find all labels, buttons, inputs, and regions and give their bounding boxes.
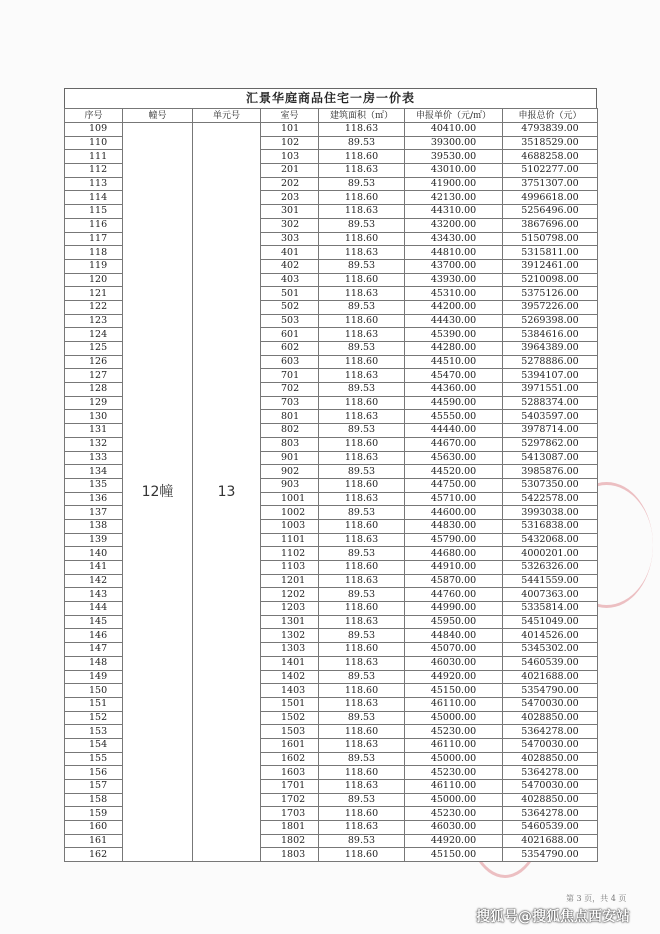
cell-total-price: 5470030.00: [503, 697, 598, 711]
cell-unit-price: 45550.00: [405, 410, 503, 424]
cell-unit-price: 44840.00: [405, 629, 503, 643]
cell-total-price: 5441559.00: [503, 574, 598, 588]
cell-seq: 145: [65, 615, 123, 629]
cell-room: 1701: [261, 780, 319, 794]
cell-seq: 152: [65, 711, 123, 725]
cell-total-price: 5460539.00: [503, 656, 598, 670]
cell-room: 1103: [261, 561, 319, 575]
cell-room: 1401: [261, 656, 319, 670]
cell-seq: 159: [65, 807, 123, 821]
cell-area: 118.60: [319, 602, 405, 616]
cell-seq: 156: [65, 766, 123, 780]
cell-total-price: 5422578.00: [503, 492, 598, 506]
cell-area: 89.53: [319, 547, 405, 561]
cell-seq: 122: [65, 300, 123, 314]
cell-area: 118.63: [319, 492, 405, 506]
cell-unit-price: 44680.00: [405, 547, 503, 561]
cell-room: 1601: [261, 738, 319, 752]
cell-area: 89.53: [319, 588, 405, 602]
cell-unit-price: 44750.00: [405, 478, 503, 492]
cell-seq: 113: [65, 177, 123, 191]
cell-seq: 138: [65, 519, 123, 533]
cell-room: 1102: [261, 547, 319, 561]
cell-unit-price: 45150.00: [405, 684, 503, 698]
cell-room: 1502: [261, 711, 319, 725]
cell-seq: 118: [65, 246, 123, 260]
cell-unit-price: 44310.00: [405, 205, 503, 219]
cell-total-price: 3957226.00: [503, 300, 598, 314]
cell-total-price: 3518529.00: [503, 136, 598, 150]
cell-area: 89.53: [319, 465, 405, 479]
cell-total-price: 5470030.00: [503, 780, 598, 794]
cell-unit-price: 46030.00: [405, 821, 503, 835]
cell-unit-price: 45000.00: [405, 711, 503, 725]
cell-total-price: 5413087.00: [503, 451, 598, 465]
cell-total-price: 4793839.00: [503, 123, 598, 137]
price-table: [64, 108, 598, 862]
cell-total-price: 5278886.00: [503, 355, 598, 369]
cell-area: 118.60: [319, 191, 405, 205]
cell-seq: 137: [65, 506, 123, 520]
cell-area: 89.53: [319, 506, 405, 520]
header-unit: 单元号: [193, 109, 261, 123]
cell-unit-price: 45390.00: [405, 328, 503, 342]
cell-area: 118.63: [319, 410, 405, 424]
cell-room: 201: [261, 164, 319, 178]
cell-room: 903: [261, 478, 319, 492]
cell-seq: 147: [65, 643, 123, 657]
cell-unit-price: 40410.00: [405, 123, 503, 137]
cell-unit-price: 45230.00: [405, 766, 503, 780]
cell-room: 701: [261, 369, 319, 383]
cell-total-price: 5269398.00: [503, 314, 598, 328]
cell-unit-price: 44590.00: [405, 396, 503, 410]
cell-room: 1702: [261, 793, 319, 807]
header-unit-price: 申报单价（元/㎡）: [405, 109, 503, 123]
cell-unit: 13: [193, 123, 261, 862]
cell-room: 1503: [261, 725, 319, 739]
cell-area: 118.63: [319, 821, 405, 835]
header-area: 建筑面积（㎡）: [319, 109, 405, 123]
cell-unit-price: 44430.00: [405, 314, 503, 328]
cell-room: 1003: [261, 519, 319, 533]
cell-total-price: 4000201.00: [503, 547, 598, 561]
cell-area: 118.63: [319, 780, 405, 794]
cell-area: 118.60: [319, 437, 405, 451]
page-number: 第 3 页，共 4 页: [566, 894, 627, 903]
cell-unit-price: 46030.00: [405, 656, 503, 670]
cell-area: 89.53: [319, 136, 405, 150]
cell-seq: 111: [65, 150, 123, 164]
cell-unit-price: 44440.00: [405, 424, 503, 438]
cell-total-price: 5335814.00: [503, 602, 598, 616]
cell-seq: 112: [65, 164, 123, 178]
cell-seq: 129: [65, 396, 123, 410]
cell-seq: 121: [65, 287, 123, 301]
header-building: 幢号: [123, 109, 193, 123]
cell-room: 403: [261, 273, 319, 287]
cell-seq: 154: [65, 738, 123, 752]
cell-room: 1301: [261, 615, 319, 629]
cell-seq: 124: [65, 328, 123, 342]
cell-area: 89.53: [319, 177, 405, 191]
cell-unit-price: 44920.00: [405, 834, 503, 848]
price-table-document: [64, 88, 597, 862]
cell-seq: 132: [65, 437, 123, 451]
cell-unit-price: 41900.00: [405, 177, 503, 191]
cell-room: 1402: [261, 670, 319, 684]
cell-seq: 160: [65, 821, 123, 835]
cell-seq: 151: [65, 697, 123, 711]
cell-seq: 126: [65, 355, 123, 369]
cell-seq: 128: [65, 383, 123, 397]
cell-room: 1302: [261, 629, 319, 643]
cell-area: 118.63: [319, 615, 405, 629]
cell-area: 118.63: [319, 164, 405, 178]
cell-room: 301: [261, 205, 319, 219]
cell-unit-price: 44760.00: [405, 588, 503, 602]
cell-unit-price: 45630.00: [405, 451, 503, 465]
cell-unit-price: 44920.00: [405, 670, 503, 684]
cell-seq: 123: [65, 314, 123, 328]
cell-area: 118.63: [319, 328, 405, 342]
cell-seq: 134: [65, 465, 123, 479]
cell-area: 118.63: [319, 246, 405, 260]
cell-total-price: 5210098.00: [503, 273, 598, 287]
cell-room: 502: [261, 300, 319, 314]
cell-area: 118.63: [319, 533, 405, 547]
cell-seq: 110: [65, 136, 123, 150]
cell-unit-price: 44510.00: [405, 355, 503, 369]
cell-seq: 150: [65, 684, 123, 698]
cell-room: 103: [261, 150, 319, 164]
cell-total-price: 5354790.00: [503, 848, 598, 862]
cell-total-price: 5403597.00: [503, 410, 598, 424]
cell-seq: 148: [65, 656, 123, 670]
cell-total-price: 4996618.00: [503, 191, 598, 205]
cell-room: 902: [261, 465, 319, 479]
cell-total-price: 5102277.00: [503, 164, 598, 178]
cell-unit-price: 43700.00: [405, 259, 503, 273]
cell-room: 702: [261, 383, 319, 397]
header-seq: 序号: [65, 109, 123, 123]
cell-total-price: 5394107.00: [503, 369, 598, 383]
cell-area: 118.60: [319, 848, 405, 862]
cell-total-price: 5384616.00: [503, 328, 598, 342]
cell-unit-price: 45000.00: [405, 752, 503, 766]
cell-room: 1603: [261, 766, 319, 780]
cell-area: 118.63: [319, 123, 405, 137]
watermark: 搜狐号@搜狐焦点西安站: [476, 909, 630, 925]
cell-unit-price: 44600.00: [405, 506, 503, 520]
cell-area: 89.53: [319, 752, 405, 766]
cell-seq: 140: [65, 547, 123, 561]
cell-total-price: 5432068.00: [503, 533, 598, 547]
cell-seq: 109: [65, 123, 123, 137]
cell-total-price: 4028850.00: [503, 711, 598, 725]
cell-room: 1801: [261, 821, 319, 835]
cell-room: 602: [261, 342, 319, 356]
cell-unit-price: 45000.00: [405, 793, 503, 807]
cell-room: 1501: [261, 697, 319, 711]
cell-seq: 127: [65, 369, 123, 383]
cell-room: 1203: [261, 602, 319, 616]
cell-unit-price: 44670.00: [405, 437, 503, 451]
cell-room: 101: [261, 123, 319, 137]
cell-area: 118.63: [319, 287, 405, 301]
cell-total-price: 5364278.00: [503, 725, 598, 739]
cell-total-price: 5364278.00: [503, 766, 598, 780]
cell-area: 118.60: [319, 643, 405, 657]
header-total-price: 申报总价（元）: [503, 109, 598, 123]
table-body: [65, 123, 598, 862]
cell-room: 1703: [261, 807, 319, 821]
cell-total-price: 3993038.00: [503, 506, 598, 520]
cell-unit-price: 44810.00: [405, 246, 503, 260]
cell-total-price: 4021688.00: [503, 670, 598, 684]
cell-total-price: 4688258.00: [503, 150, 598, 164]
cell-seq: 119: [65, 259, 123, 273]
cell-total-price: 5326326.00: [503, 561, 598, 575]
cell-unit-price: 45150.00: [405, 848, 503, 862]
cell-unit-price: 46110.00: [405, 780, 503, 794]
cell-total-price: 4021688.00: [503, 834, 598, 848]
cell-area: 89.53: [319, 711, 405, 725]
table-title: 汇景华庭商品住宅一房一价表: [64, 88, 597, 108]
cell-area: 89.53: [319, 424, 405, 438]
cell-area: 89.53: [319, 629, 405, 643]
cell-seq: 131: [65, 424, 123, 438]
cell-room: 603: [261, 355, 319, 369]
cell-total-price: 5316838.00: [503, 519, 598, 533]
cell-unit-price: 45230.00: [405, 725, 503, 739]
cell-total-price: 3964389.00: [503, 342, 598, 356]
cell-room: 1101: [261, 533, 319, 547]
cell-total-price: 3985876.00: [503, 465, 598, 479]
cell-unit-price: 44990.00: [405, 602, 503, 616]
cell-unit-price: 44280.00: [405, 342, 503, 356]
cell-seq: 114: [65, 191, 123, 205]
cell-unit-price: 43930.00: [405, 273, 503, 287]
cell-total-price: 5150798.00: [503, 232, 598, 246]
cell-room: 402: [261, 259, 319, 273]
cell-unit-price: 45470.00: [405, 369, 503, 383]
cell-seq: 162: [65, 848, 123, 862]
cell-area: 89.53: [319, 218, 405, 232]
cell-total-price: 5375126.00: [503, 287, 598, 301]
cell-room: 1803: [261, 848, 319, 862]
cell-area: 118.63: [319, 369, 405, 383]
cell-unit-price: 45950.00: [405, 615, 503, 629]
cell-unit-price: 39530.00: [405, 150, 503, 164]
cell-seq: 115: [65, 205, 123, 219]
cell-total-price: 5256496.00: [503, 205, 598, 219]
cell-seq: 135: [65, 478, 123, 492]
cell-area: 118.60: [319, 725, 405, 739]
cell-room: 1001: [261, 492, 319, 506]
cell-unit-price: 44200.00: [405, 300, 503, 314]
cell-room: 801: [261, 410, 319, 424]
cell-area: 89.53: [319, 300, 405, 314]
cell-unit-price: 45870.00: [405, 574, 503, 588]
cell-total-price: 3867696.00: [503, 218, 598, 232]
cell-total-price: 4028850.00: [503, 752, 598, 766]
cell-unit-price: 45230.00: [405, 807, 503, 821]
cell-seq: 136: [65, 492, 123, 506]
cell-total-price: 5345302.00: [503, 643, 598, 657]
cell-area: 118.60: [319, 396, 405, 410]
cell-unit-price: 42130.00: [405, 191, 503, 205]
cell-area: 118.63: [319, 205, 405, 219]
cell-room: 303: [261, 232, 319, 246]
cell-seq: 141: [65, 561, 123, 575]
cell-total-price: 3978714.00: [503, 424, 598, 438]
cell-area: 118.60: [319, 355, 405, 369]
cell-area: 118.63: [319, 738, 405, 752]
cell-area: 89.53: [319, 259, 405, 273]
cell-area: 118.60: [319, 807, 405, 821]
cell-area: 118.60: [319, 684, 405, 698]
cell-seq: 142: [65, 574, 123, 588]
cell-room: 1201: [261, 574, 319, 588]
cell-room: 1303: [261, 643, 319, 657]
cell-total-price: 3971551.00: [503, 383, 598, 397]
cell-unit-price: 43430.00: [405, 232, 503, 246]
cell-total-price: 5297862.00: [503, 437, 598, 451]
cell-room: 202: [261, 177, 319, 191]
cell-unit-price: 44360.00: [405, 383, 503, 397]
cell-area: 89.53: [319, 670, 405, 684]
table-header-row: [65, 109, 598, 123]
cell-room: 1202: [261, 588, 319, 602]
cell-total-price: 5460539.00: [503, 821, 598, 835]
cell-total-price: 4014526.00: [503, 629, 598, 643]
cell-room: 401: [261, 246, 319, 260]
cell-seq: 155: [65, 752, 123, 766]
cell-seq: 153: [65, 725, 123, 739]
cell-seq: 158: [65, 793, 123, 807]
cell-room: 802: [261, 424, 319, 438]
cell-total-price: 5288374.00: [503, 396, 598, 410]
cell-seq: 133: [65, 451, 123, 465]
cell-room: 803: [261, 437, 319, 451]
cell-area: 89.53: [319, 342, 405, 356]
cell-unit-price: 45710.00: [405, 492, 503, 506]
cell-unit-price: 46110.00: [405, 697, 503, 711]
header-room: 室号: [261, 109, 319, 123]
cell-seq: 146: [65, 629, 123, 643]
cell-seq: 116: [65, 218, 123, 232]
cell-room: 703: [261, 396, 319, 410]
table-row: [65, 123, 598, 137]
cell-area: 118.60: [319, 273, 405, 287]
cell-seq: 125: [65, 342, 123, 356]
cell-area: 118.63: [319, 451, 405, 465]
cell-total-price: 4007363.00: [503, 588, 598, 602]
cell-area: 118.60: [319, 766, 405, 780]
cell-seq: 120: [65, 273, 123, 287]
cell-unit-price: 45070.00: [405, 643, 503, 657]
cell-seq: 144: [65, 602, 123, 616]
cell-room: 1403: [261, 684, 319, 698]
cell-area: 89.53: [319, 793, 405, 807]
cell-unit-price: 44910.00: [405, 561, 503, 575]
cell-room: 601: [261, 328, 319, 342]
cell-room: 302: [261, 218, 319, 232]
cell-unit-price: 45310.00: [405, 287, 503, 301]
cell-area: 118.63: [319, 697, 405, 711]
cell-area: 89.53: [319, 834, 405, 848]
cell-area: 118.63: [319, 656, 405, 670]
cell-unit-price: 43200.00: [405, 218, 503, 232]
cell-area: 118.60: [319, 519, 405, 533]
cell-total-price: 3912461.00: [503, 259, 598, 273]
cell-unit-price: 39300.00: [405, 136, 503, 150]
cell-room: 102: [261, 136, 319, 150]
cell-seq: 139: [65, 533, 123, 547]
cell-area: 118.60: [319, 478, 405, 492]
cell-total-price: 5307350.00: [503, 478, 598, 492]
cell-total-price: 3751307.00: [503, 177, 598, 191]
cell-seq: 157: [65, 780, 123, 794]
cell-room: 1802: [261, 834, 319, 848]
cell-unit-price: 46110.00: [405, 738, 503, 752]
cell-area: 118.60: [319, 314, 405, 328]
cell-total-price: 5470030.00: [503, 738, 598, 752]
cell-total-price: 5364278.00: [503, 807, 598, 821]
cell-total-price: 5354790.00: [503, 684, 598, 698]
cell-area: 118.60: [319, 232, 405, 246]
cell-unit-price: 43010.00: [405, 164, 503, 178]
cell-area: 118.63: [319, 574, 405, 588]
cell-seq: 149: [65, 670, 123, 684]
cell-room: 901: [261, 451, 319, 465]
cell-total-price: 5451049.00: [503, 615, 598, 629]
cell-total-price: 5315811.00: [503, 246, 598, 260]
cell-seq: 130: [65, 410, 123, 424]
cell-room: 503: [261, 314, 319, 328]
cell-unit-price: 44830.00: [405, 519, 503, 533]
cell-unit-price: 44520.00: [405, 465, 503, 479]
cell-room: 501: [261, 287, 319, 301]
cell-seq: 143: [65, 588, 123, 602]
cell-room: 1002: [261, 506, 319, 520]
cell-seq: 117: [65, 232, 123, 246]
cell-seq: 161: [65, 834, 123, 848]
cell-area: 118.60: [319, 561, 405, 575]
cell-area: 118.60: [319, 150, 405, 164]
cell-area: 89.53: [319, 383, 405, 397]
cell-room: 1602: [261, 752, 319, 766]
cell-total-price: 4028850.00: [503, 793, 598, 807]
cell-room: 203: [261, 191, 319, 205]
cell-unit-price: 45790.00: [405, 533, 503, 547]
cell-building: 12幢: [123, 123, 193, 862]
